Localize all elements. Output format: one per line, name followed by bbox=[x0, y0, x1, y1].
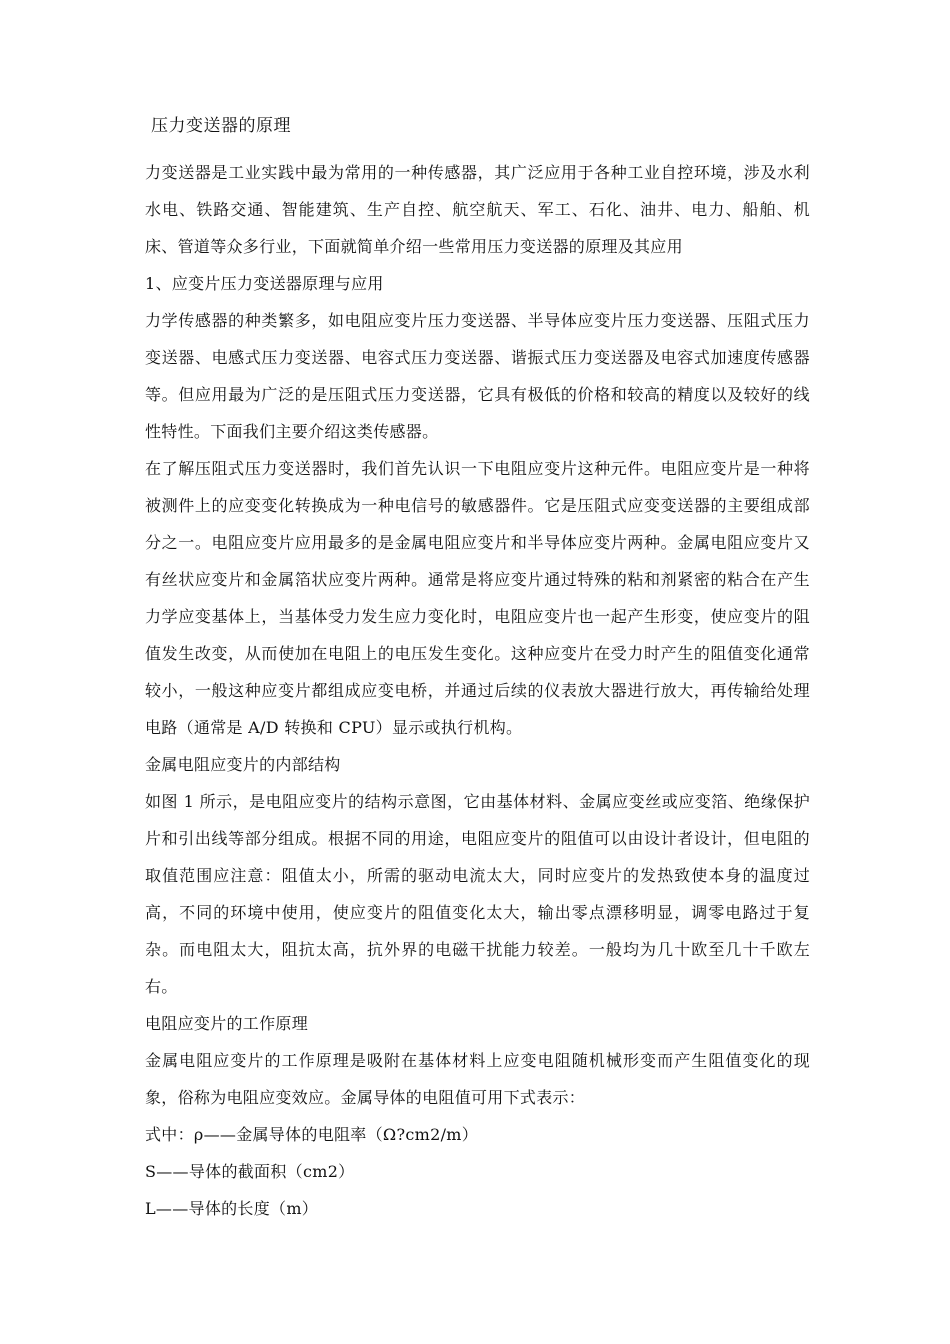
structure-heading: 金属电阻应变片的内部结构 bbox=[145, 755, 341, 774]
formula-s-line: S——导体的截面积（cm2） bbox=[145, 1162, 355, 1181]
formula-rho-line: 式中：ρ——金属导体的电阻率（Ω?cm2/m） bbox=[145, 1125, 479, 1144]
principle-paragraph: 金属电阻应变片的工作原理是吸附在基体材料上应变电阻随机械形变而产生阻值变化的现象，俗称为电阻应变效应。金属导体的电阻值可用下式表示： bbox=[145, 1051, 810, 1107]
section1-paragraph-2: 在了解压阻式压力变送器时，我们首先认识一下电阻应变片这种元件。电阻应变片是一种将被测件上的应变变化转换成为一种电信号的敏感器件。它是压阻式应变变送器的主要组成部分之一。电阻应变片应用最多的是金属电阻应变片和半导体应变片两种。金属电阻应变片又有丝状应变片和金属箔状应变片两种。通常是将应变片通过特殊的粘和剂紧密的粘合在产生力学应变基体上，当基体受力发生应力变化时，电阻应变片也一起产生形变，使应变片的阻值发生改变，从而使加在电阻上的电压发生变化。这种应变片在受力时产生的阻值变化通常较小，一般这种应变片都组成应变电桥，并通过后续的仪表放大器进行放大，再传输给处理电路（通常是 A/D 转换和 CPU）显示或执行机构。 bbox=[145, 459, 810, 737]
intro-paragraph: 力变送器是工业实践中最为常用的一种传感器，其广泛应用于各种工业自控环境，涉及水利水电、铁路交通、智能建筑、生产自控、航空航天、军工、石化、油井、电力、船舶、机床、管道等众多行业，下面就简单介绍一些常用压力变送器的原理及其应用 bbox=[145, 163, 810, 256]
structure-paragraph: 如图 1 所示，是电阻应变片的结构示意图，它由基体材料、金属应变丝或应变箔、绝缘保护片和引出线等部分组成。根据不同的用途，电阻应变片的阻值可以由设计者设计，但电阻的取值范围应注意：阻值太小，所需的驱动电流太大，同时应变片的发热致使本身的温度过高，不同的环境中使用，使应变片的阻值变化太大，输出零点漂移明显，调零电路过于复杂。而电阻太大，阻抗太高，抗外界的电磁干扰能力较差。一般均为几十欧至几十千欧左右。 bbox=[145, 792, 810, 996]
document-page bbox=[145, 112, 810, 1227]
document-title: 压力变送器的原理 bbox=[151, 116, 291, 136]
section1-paragraph-1: 力学传感器的种类繁多，如电阻应变片压力变送器、半导体应变片压力变送器、压阻式压力变送器、电感式压力变送器、电容式压力变送器、谐振式压力变送器及电容式加速度传感器等。但应用最为广泛的是压阻式压力变送器，它具有极低的价格和较高的精度以及较好的线性特性。下面我们主要介绍这类传感器。 bbox=[145, 311, 810, 441]
formula-l-line: L——导体的长度（m） bbox=[145, 1199, 319, 1218]
section1-heading: 1、应变片压力变送器原理与应用 bbox=[145, 274, 384, 293]
principle-heading: 电阻应变片的工作原理 bbox=[145, 1014, 309, 1033]
